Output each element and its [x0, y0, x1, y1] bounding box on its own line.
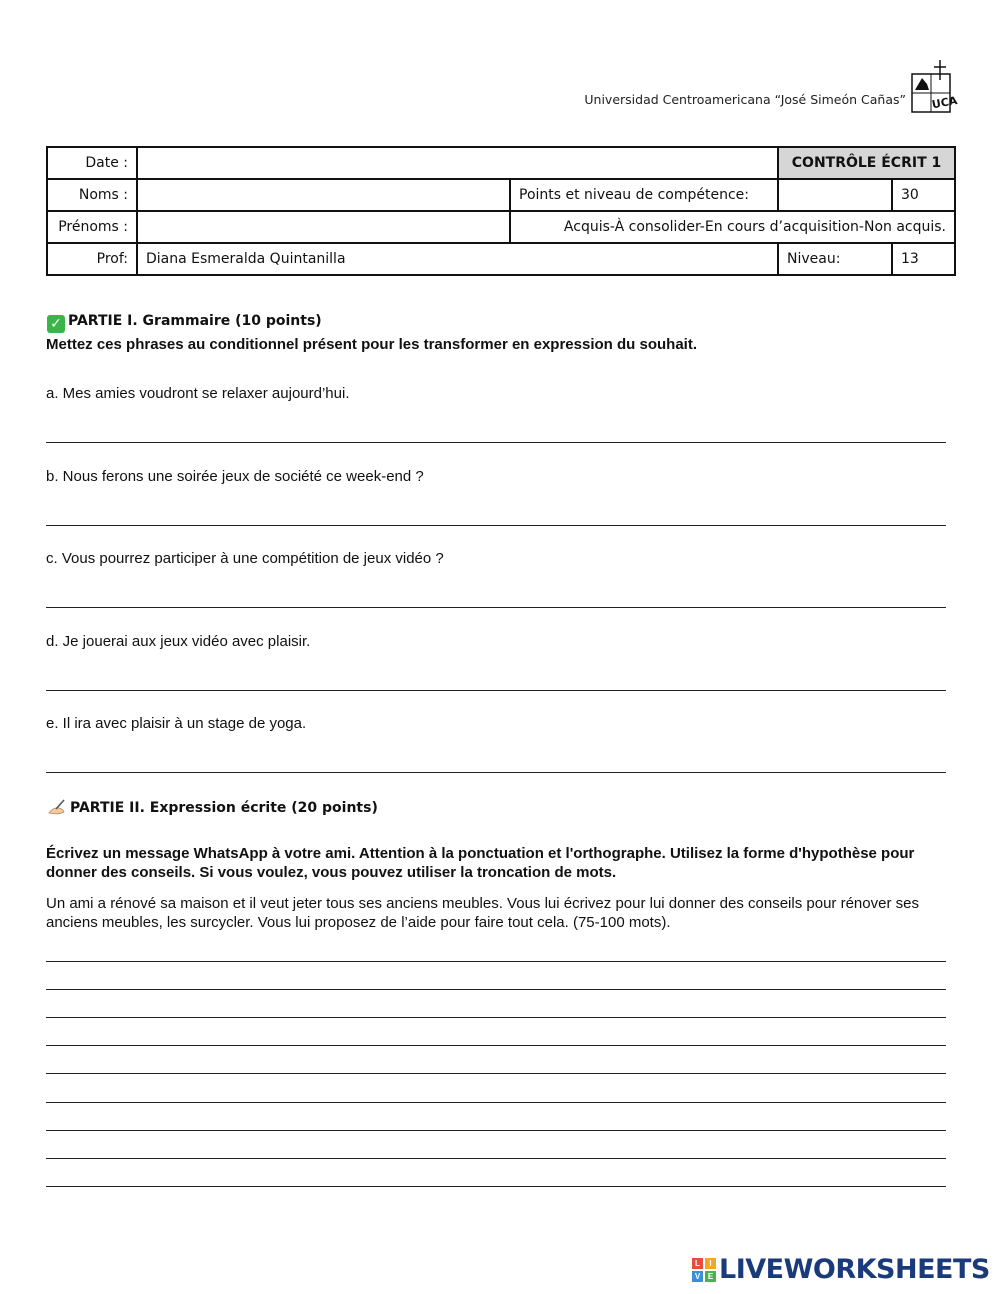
- points-field[interactable]: [778, 179, 892, 211]
- writing-line[interactable]: [46, 1130, 946, 1131]
- question-b: b. Nous ferons une soirée jeux de société ce week-end ?: [46, 468, 424, 485]
- date-label: Date :: [47, 147, 137, 179]
- part1-title: PARTIE I. Grammaire (10 points): [68, 313, 322, 329]
- exam-header-table: [46, 146, 956, 276]
- answer-line-c[interactable]: [46, 607, 946, 608]
- date-field[interactable]: [137, 147, 778, 179]
- part1-title-row: [47, 313, 322, 333]
- part1-instruction: Mettez ces phrases au conditionnel présent pour les transformer en expression du souhait.: [46, 336, 697, 353]
- part2-title: PARTIE II. Expression écrite (20 points): [70, 800, 378, 816]
- part2-instruction: Écrivez un message WhatsApp à votre ami. Attention à la ponctuation et l'orthographe. Utilisez la forme d'hypothèse pour donner des conseils. Si vous voulez, vous pouvez utiliser la troncation de mots.: [46, 845, 915, 881]
- answer-line-b[interactable]: [46, 525, 946, 526]
- writing-line[interactable]: [46, 1073, 946, 1074]
- names-field[interactable]: [137, 179, 510, 211]
- question-e: e. Il ira avec plaisir à un stage de yoga.: [46, 715, 307, 732]
- firstnames-label: Prénoms :: [47, 211, 137, 243]
- question-a: a. Mes amies voudront se relaxer aujourd’hui.: [46, 385, 350, 402]
- svg-text:UCA: UCA: [930, 94, 959, 112]
- level-value: 13: [892, 243, 955, 275]
- writing-line[interactable]: [46, 1186, 946, 1187]
- uca-logo: [910, 60, 959, 114]
- points-label: Points et niveau de compétence:: [510, 179, 778, 211]
- answer-line-d[interactable]: [46, 690, 946, 691]
- competence-scale: Acquis-À consolider-En cours d’acquisition-Non acquis.: [510, 211, 955, 243]
- question-d: d. Je jouerai aux jeux vidéo avec plaisir.: [46, 633, 311, 650]
- check-mark-icon: ✓: [47, 315, 65, 333]
- prof-label: Prof:: [47, 243, 137, 275]
- names-label: Noms :: [47, 179, 137, 211]
- writing-line[interactable]: [46, 1017, 946, 1018]
- brand-blocks-icon: L I V E: [692, 1258, 716, 1282]
- question-c: c. Vous pourrez participer à une compétition de jeux vidéo ?: [46, 550, 444, 567]
- writing-line[interactable]: [46, 989, 946, 990]
- writing-line[interactable]: [46, 1102, 946, 1103]
- writing-line[interactable]: [46, 1158, 946, 1159]
- level-label: Niveau:: [778, 243, 892, 275]
- exam-title: CONTRÔLE ÉCRIT 1: [778, 147, 955, 179]
- brand-text: LIVEWORKSHEETS: [719, 1254, 990, 1285]
- liveworksheets-logo: [692, 1254, 990, 1285]
- part2-title-row: [47, 799, 378, 816]
- part2-prompt: Un ami a rénové sa maison et il veut jeter tous ses anciens meubles. Vous lui écrivez pour lui donner des conseils pour rénover ses anciens meubles, les surcycler. Vous lui proposez de l’aide pour faire tout cela. (75-100 mots).: [46, 895, 919, 931]
- writing-hand-icon: [47, 799, 67, 815]
- prof-name: Diana Esmeralda Quintanilla: [137, 243, 778, 275]
- university-name: Universidad Centroamericana “José Simeón Cañas”: [584, 92, 906, 107]
- writing-line[interactable]: [46, 961, 946, 962]
- answer-line-a[interactable]: [46, 442, 946, 443]
- writing-line[interactable]: [46, 1045, 946, 1046]
- points-total: 30: [892, 179, 955, 211]
- answer-line-e[interactable]: [46, 772, 946, 773]
- firstnames-field[interactable]: [137, 211, 510, 243]
